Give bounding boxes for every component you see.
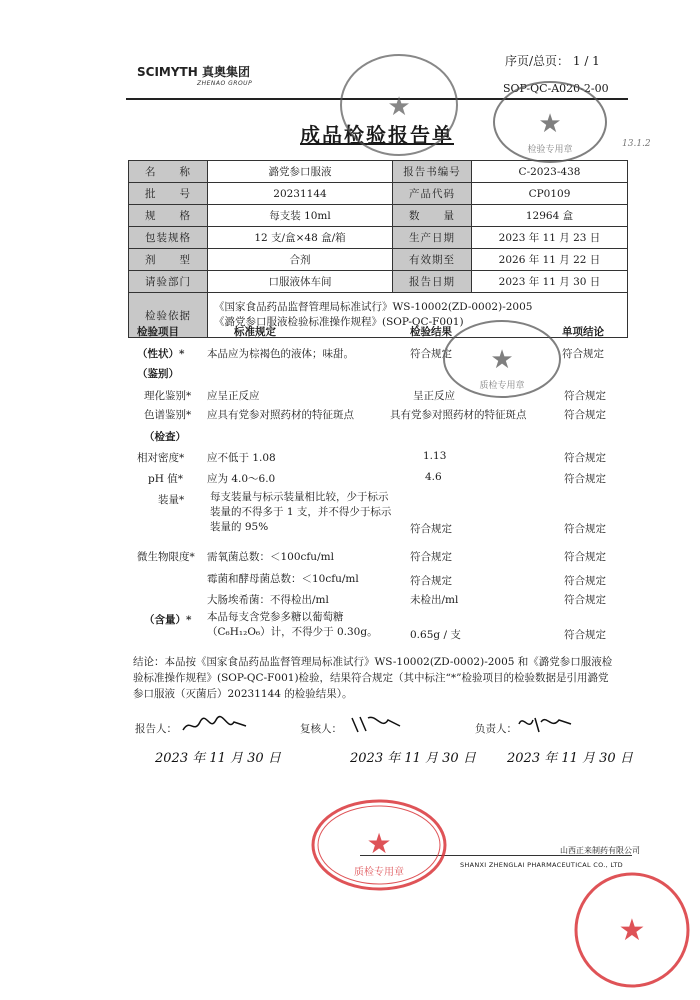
approver-signature bbox=[515, 710, 575, 739]
col-std-heading: 标准规定 bbox=[234, 326, 276, 338]
page-number bbox=[505, 52, 600, 69]
page-title: 成品检验报告单 bbox=[300, 123, 454, 147]
std-tlc-id: 应具有党参对照药材的特征斑点 bbox=[207, 409, 354, 421]
mfg-label: 生产日期 bbox=[393, 227, 472, 249]
table-row bbox=[129, 205, 628, 227]
concl-assay: 符合规定 bbox=[564, 629, 606, 641]
basis-line-2: 《潞党参口服液检验标准操作规程》(SOP-QC-F001) bbox=[214, 316, 464, 328]
pack-value: 12 支/盒×48 盒/箱 bbox=[208, 227, 393, 249]
product-info-table bbox=[128, 160, 628, 338]
reviewer-label: 复核人： bbox=[300, 723, 342, 735]
batch-value: 20231144 bbox=[208, 183, 393, 205]
result-fill: 符合规定 bbox=[410, 523, 452, 535]
concl-ecoli: 符合规定 bbox=[564, 594, 606, 606]
table-row bbox=[129, 249, 628, 271]
dept-label: 请验部门 bbox=[129, 271, 208, 293]
form-value: 合剂 bbox=[208, 249, 393, 271]
report-date-label: 报告日期 bbox=[393, 271, 472, 293]
spec-label: 规 格 bbox=[129, 205, 208, 227]
exp-value: 2026 年 11 月 22 日 bbox=[472, 249, 628, 271]
stamp-top-gray bbox=[334, 45, 464, 165]
section-checks: （检查） bbox=[144, 431, 186, 443]
mfg-value: 2023 年 11 月 23 日 bbox=[472, 227, 628, 249]
result-assay: 0.65g / 支 bbox=[410, 629, 461, 641]
result-chem-id: 呈正反应 bbox=[413, 390, 455, 402]
concl-mold: 符合规定 bbox=[564, 575, 606, 587]
reporter-signature bbox=[180, 714, 250, 740]
table-row bbox=[129, 183, 628, 205]
std-appearance: 本品应为棕褐色的液体；味甜。 bbox=[207, 348, 354, 360]
col-concl-heading: 单项结论 bbox=[562, 326, 604, 338]
item-appearance: （性状）* bbox=[137, 348, 185, 360]
approver-label: 负责人： bbox=[475, 723, 517, 735]
std-ph: 应为 4.0～6.0 bbox=[207, 473, 276, 485]
table-row bbox=[129, 271, 628, 293]
item-density: 相对密度* bbox=[137, 452, 185, 464]
approver-date: 2023 年 11 月 30 日 bbox=[507, 751, 633, 766]
qty-label: 数 量 bbox=[393, 205, 472, 227]
report-date-value: 2023 年 11 月 30 日 bbox=[472, 271, 628, 293]
reporter-signature-mark bbox=[180, 714, 250, 736]
footer-company-cn: 山西正来制药有限公司 bbox=[560, 846, 640, 855]
logo-subtitle: ZHENAO GROUP bbox=[197, 80, 253, 87]
item-ph: pH 值* bbox=[148, 473, 183, 485]
result-tlc-id: 具有党参对照药材的特征斑点 bbox=[390, 409, 527, 421]
stamp-top-right-gray bbox=[490, 78, 610, 166]
col-item-heading: 检验项目 bbox=[137, 326, 179, 338]
exp-label: 有效期至 bbox=[393, 249, 472, 271]
std-fill: 每支装量与标示装量相比较，少于标示装量的不得多于 1 支，并不得少于标示装量的 95% bbox=[210, 491, 392, 533]
concl-ph: 符合规定 bbox=[564, 473, 606, 485]
reporter-label: 报告人： bbox=[135, 723, 177, 735]
reviewer-signature-mark bbox=[348, 712, 408, 736]
qty-value: 12964 盒 bbox=[472, 205, 628, 227]
svg-text:★: ★ bbox=[538, 109, 562, 139]
page-number-label: 序页/总页： bbox=[505, 54, 570, 68]
spec-value: 每支装 10ml bbox=[208, 205, 393, 227]
reporter-date: 2023 年 11 月 30 日 bbox=[155, 751, 281, 766]
result-appearance: 符合规定 bbox=[410, 348, 452, 360]
pack-label: 包装规格 bbox=[129, 227, 208, 249]
dept-value: 口服液体车间 bbox=[208, 271, 393, 293]
stamp-bottom-sub: 质检专用章 bbox=[354, 867, 404, 878]
conclusion-text: 结论：本品按《国家食品药品监督管理局标准试行》WS-10002(ZD-0002)-2005 和《潞党参口服液检验标准操作规程》(SOP-QC-F001)检验，结果符合规定（其中标注“*”检验项目的检验数据是引用潞党参口服液（灭菌后）20231144 的检验结果）。 bbox=[133, 656, 613, 700]
std-ecoli: 大肠埃希菌：不得检出/ml bbox=[207, 594, 329, 606]
svg-text:★: ★ bbox=[490, 345, 514, 375]
reviewer-date: 2023 年 11 月 30 日 bbox=[350, 751, 476, 766]
svg-text:★: ★ bbox=[387, 92, 411, 122]
item-chem-id: 理化鉴别* bbox=[144, 390, 192, 402]
stamp-mid-sub: 质检专用章 bbox=[479, 381, 525, 391]
footer-company-en: SHANXI ZHENGLAI PHARMACEUTICAL CO., LTD bbox=[460, 861, 623, 869]
item-microbial: 微生物限度* bbox=[137, 551, 195, 563]
basis-line-1: 《国家食品药品监督管理局标准试行》WS-10002(ZD-0002)-2005 bbox=[214, 301, 533, 313]
report-no-value: C-2023-438 bbox=[472, 161, 628, 183]
std-assay: 本品每支含党参多糖以葡萄糖（C₆H₁₂O₆）计，不得少于 0.30g。 bbox=[207, 611, 378, 638]
stamp-bottom-red bbox=[308, 795, 450, 895]
name-value: 潞党参口服液 bbox=[208, 161, 393, 183]
result-mold: 符合规定 bbox=[410, 575, 452, 587]
svg-text:★: ★ bbox=[366, 827, 392, 860]
item-tlc-id: 色谱鉴别* bbox=[144, 409, 192, 421]
table-row bbox=[129, 227, 628, 249]
logo-name: SCIMYTH 真奥集团 bbox=[137, 65, 250, 79]
form-label: 剂 型 bbox=[129, 249, 208, 271]
name-label: 名 称 bbox=[129, 161, 208, 183]
concl-chem-id: 符合规定 bbox=[564, 390, 606, 402]
concl-density: 符合规定 bbox=[564, 452, 606, 464]
svg-text:★: ★ bbox=[618, 913, 646, 948]
reviewer-signature bbox=[348, 712, 408, 739]
stamp-mid-gray bbox=[440, 318, 564, 400]
concl-fill: 符合规定 bbox=[564, 523, 606, 535]
document-code: SOP-QC-A020-2-00 bbox=[503, 82, 609, 95]
stamp-top-right-sub: 检验专用章 bbox=[527, 145, 573, 155]
std-chem-id: 应呈正反应 bbox=[207, 390, 260, 402]
page-number-value: 1 / 1 bbox=[572, 54, 600, 68]
concl-aerobic: 符合规定 bbox=[564, 551, 606, 563]
col-result-heading: 检验结果 bbox=[410, 326, 452, 338]
result-ph: 4.6 bbox=[425, 471, 442, 483]
code-label: 产品代码 bbox=[393, 183, 472, 205]
concl-appearance: 符合规定 bbox=[562, 348, 604, 360]
concl-tlc-id: 符合规定 bbox=[564, 409, 606, 421]
result-ecoli: 未检出/ml bbox=[410, 594, 459, 606]
section-identification: （鉴别） bbox=[137, 368, 179, 380]
result-aerobic: 符合规定 bbox=[410, 551, 452, 563]
stamp-corner-red bbox=[570, 868, 695, 993]
std-density: 应不低于 1.08 bbox=[207, 452, 276, 464]
std-aerobic: 需氧菌总数：＜100cfu/ml bbox=[207, 551, 334, 563]
report-no-label: 报告书编号 bbox=[393, 161, 472, 183]
basis-label: 检验依据 bbox=[129, 293, 208, 338]
company-logo bbox=[137, 63, 277, 95]
item-fill: 装量* bbox=[158, 494, 185, 506]
batch-label: 批 号 bbox=[129, 183, 208, 205]
code-value: CP0109 bbox=[472, 183, 628, 205]
item-assay: （含量）* bbox=[144, 614, 192, 626]
approver-signature-mark bbox=[515, 710, 575, 736]
std-mold: 霉菌和酵母菌总数：＜10cfu/ml bbox=[207, 573, 359, 585]
corner-note: 13.1.2 bbox=[622, 139, 651, 149]
result-density: 1.13 bbox=[423, 450, 447, 462]
